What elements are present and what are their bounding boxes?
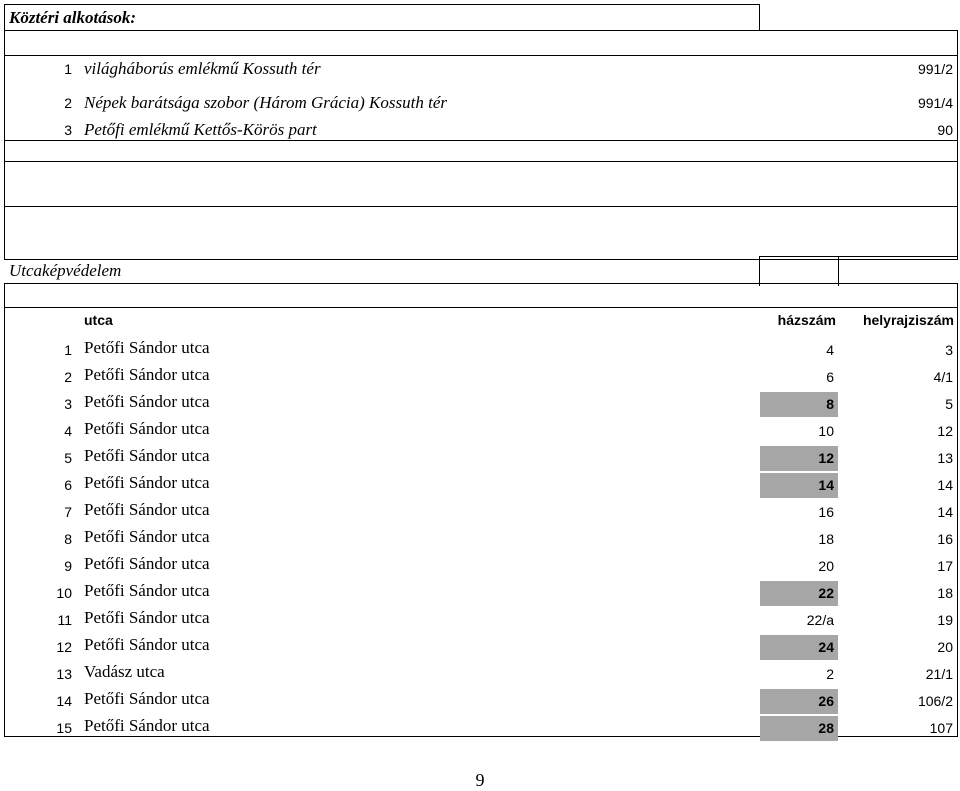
column-header-hazszam: házszám xyxy=(777,312,836,328)
parcel-number: 16 xyxy=(937,531,953,547)
grid-line xyxy=(759,256,760,286)
row-number: 13 xyxy=(56,666,72,682)
grid-line xyxy=(4,4,760,5)
row-number: 8 xyxy=(64,531,72,547)
parcel-number: 12 xyxy=(937,423,953,439)
row-number: 1 xyxy=(64,342,72,358)
street-name: Petőfi Sándor utca xyxy=(84,473,210,492)
artwork-hrsz: 991/2 xyxy=(917,61,953,77)
row-number: 5 xyxy=(64,450,72,466)
row-number: 4 xyxy=(64,423,72,439)
parcel-number: 18 xyxy=(937,585,953,601)
grid-line xyxy=(957,30,958,260)
parcel-number: 3 xyxy=(945,342,953,358)
grid-line xyxy=(4,161,958,162)
street-name: Petőfi Sándor utca xyxy=(84,338,210,357)
row-number: 6 xyxy=(64,477,72,493)
parcel-number: 14 xyxy=(937,504,953,520)
street-name: Petőfi Sándor utca xyxy=(84,365,210,384)
house-number: 10 xyxy=(818,423,834,439)
artwork-name: Petőfi emlékmű Kettős-Körös part xyxy=(84,120,317,139)
section-title-kozteri: Köztéri alkotások: xyxy=(9,8,137,27)
artwork-hrsz: 90 xyxy=(937,122,953,138)
row-number: 11 xyxy=(57,612,72,628)
parcel-number: 17 xyxy=(937,558,953,574)
street-name: Petőfi Sándor utca xyxy=(84,689,210,708)
house-number: 8 xyxy=(826,396,834,412)
house-number: 22 xyxy=(818,585,834,601)
row-number: 14 xyxy=(56,693,72,709)
column-header-helyrajziszam: helyrajziszám xyxy=(862,312,954,328)
grid-line xyxy=(4,307,5,737)
house-number: 12 xyxy=(818,450,834,466)
house-number: 28 xyxy=(818,720,834,736)
parcel-number: 14 xyxy=(937,477,953,493)
grid-line xyxy=(4,307,958,308)
street-name: Petőfi Sándor utca xyxy=(84,635,210,654)
grid-line xyxy=(4,4,5,260)
street-name: Petőfi Sándor utca xyxy=(84,527,210,546)
row-number: 15 xyxy=(56,720,72,736)
street-name: Petőfi Sándor utca xyxy=(84,608,210,627)
grid-line xyxy=(957,283,958,307)
grid-line xyxy=(759,4,760,30)
house-number: 22/a xyxy=(806,612,834,628)
parcel-number: 21/1 xyxy=(925,666,953,682)
parcel-number: 20 xyxy=(937,639,953,655)
row-number: 12 xyxy=(56,639,72,655)
row-number: 2 xyxy=(64,369,72,385)
parcel-number: 19 xyxy=(937,612,953,628)
street-name: Petőfi Sándor utca xyxy=(84,716,210,735)
house-number: 20 xyxy=(818,558,834,574)
parcel-number: 4/1 xyxy=(933,369,953,385)
section-title-utcakep: Utcaképvédelem xyxy=(9,261,122,280)
street-name: Petőfi Sándor utca xyxy=(84,500,210,519)
parcel-number: 5 xyxy=(945,396,953,412)
grid-line xyxy=(4,30,958,31)
grid-line xyxy=(838,256,839,286)
artwork-name: Népek barátsága szobor (Három Grácia) Kossuth tér xyxy=(84,93,447,112)
row-number: 3 xyxy=(64,396,72,412)
house-number: 2 xyxy=(826,666,834,682)
row-number: 10 xyxy=(56,585,72,601)
parcel-number: 107 xyxy=(929,720,953,736)
street-name: Vadász utca xyxy=(84,662,165,681)
row-number: 1 xyxy=(64,61,72,77)
house-number: 26 xyxy=(818,693,834,709)
parcel-number: 13 xyxy=(937,450,953,466)
row-number: 7 xyxy=(64,504,72,520)
page-number: 9 xyxy=(475,770,485,790)
row-number: 2 xyxy=(64,95,72,111)
grid-line xyxy=(4,55,958,56)
artwork-name: világháborús emlékmű Kossuth tér xyxy=(84,59,321,78)
grid-line xyxy=(4,283,958,284)
street-name: Petőfi Sándor utca xyxy=(84,554,210,573)
grid-line xyxy=(4,283,5,307)
grid-line xyxy=(4,206,958,207)
house-number: 6 xyxy=(826,369,834,385)
street-name: Petőfi Sándor utca xyxy=(84,581,210,600)
column-header-utca: utca xyxy=(84,312,113,328)
grid-line xyxy=(4,259,958,260)
row-number: 9 xyxy=(64,558,72,574)
artwork-hrsz: 991/4 xyxy=(917,95,953,111)
house-number: 16 xyxy=(818,504,834,520)
row-number: 3 xyxy=(64,122,72,138)
house-number: 4 xyxy=(826,342,834,358)
street-name: Petőfi Sándor utca xyxy=(84,392,210,411)
parcel-number: 106/2 xyxy=(917,693,953,709)
grid-line xyxy=(760,256,958,257)
grid-line xyxy=(957,307,958,737)
house-number: 14 xyxy=(818,477,834,493)
street-name: Petőfi Sándor utca xyxy=(84,446,210,465)
street-name: Petőfi Sándor utca xyxy=(84,419,210,438)
house-number: 18 xyxy=(818,531,834,547)
house-number: 24 xyxy=(818,639,834,655)
